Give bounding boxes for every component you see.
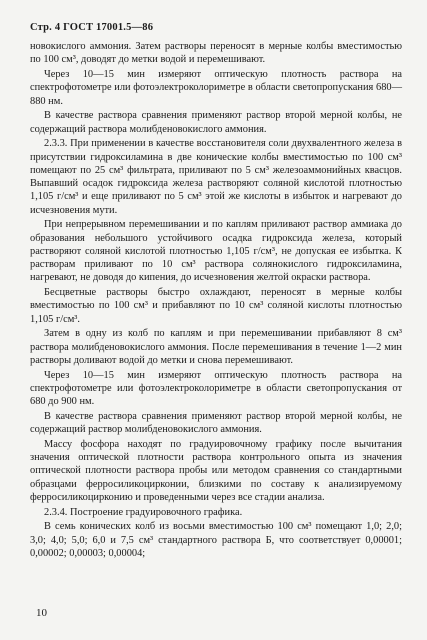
paragraph-molybdate-addition: Затем в одну из колб по каплям и при перемешивании прибавляют 8 см³ раствора молибденовокислого аммония. После перемешивания в течение 1—2 мин растворы доливают водой до метки и снова перемешивают.: [30, 328, 402, 366]
paragraph-phosphorus-mass: Массу фосфора находят по градуировочному графику после вычитания значения оптической плотности раствора контрольного опыта из значения оптической плотности раствора пробы или методом сравнения со стандартными образцами ферросиликоцирконии, близкими по составу к анализируемому ферросиликоцирконию и проведенными через все стадии анализа.: [30, 438, 402, 503]
document-body: [30, 40, 402, 562]
paragraph-section-2-3-3: 2.3.3. При применении в качестве восстановителя соли двухвалентного железа в присутствии гидроксиламина в две конические колбы вместимостью по 100 см³ помещают по 25 см³ фильтрата, приливают по 5 см³ железоаммонийных квасцов. Выпавший осадок гидроксида железа растворяют соляной кислотой плотностью 1,105 г/см³ и еще приливают по 5 см³ этой же кислоты в избыток и нагревают до исчезновения мути.: [30, 138, 402, 216]
page-header: Стр. 4 ГОСТ 17001.5—86: [30, 22, 154, 33]
paragraph-ammonia-addition: При непрерывном перемешивании и по каплям приливают раствор аммиака до образования небольшого устойчивого осадка гидроксида железа, который растворяют соляной кислотой плотностью 1,105 г/см³, не допуская ее избытка. К растворам приливают по 10 см³ раствора солянокислого гидроксиламина, нагревают, не доводя до кипения, до исчезновения желтой окраски раствора.: [30, 219, 402, 284]
paragraph-reference-solution-2: В качестве раствора сравнения применяют раствор второй мерной колбы, не содержащий раствор молибденовокислого аммония.: [30, 410, 402, 435]
paragraph-section-2-3-4: 2.3.4. Построение градуировочного графика.: [44, 506, 243, 518]
paragraph-measurement: Через 10—15 мин измеряют оптическую плотность раствора на спектрофотометре или фотоэлектроколориметре в области светопропускания 680—880 нм.: [30, 69, 402, 107]
page-number: 10: [36, 607, 47, 619]
paragraph-continuation: новокислого аммония. Затем растворы переносят в мерные колбы вместимостью по 100 см³, доводят до метки водой и перемешивают.: [30, 41, 402, 66]
paragraph-colorless-solutions: Бесцветные растворы быстро охлаждают, переносят в мерные колбы вместимостью по 100 см³ и прибавляют по 10 см³ соляной кислоты плотностью 1,105 г/см³.: [30, 287, 402, 325]
paragraph-calibration-flasks: В семь конических колб из восьми вместимостью 100 см³ помещают 1,0; 2,0; 3,0; 4,0; 5,0; 6,0 и 7,5 см³ стандартного раствора Б, что соответствует 0,00001; 0,00002; 0,00003; 0,00004;: [30, 521, 402, 559]
paragraph-measurement-2: Через 10—15 мин измеряют оптическую плотность раствора на спектрофотометре или фотоэлектроколориметре в области светопропускания от 680 до 900 нм.: [30, 369, 402, 407]
paragraph-reference-solution: В качестве раствора сравнения применяют раствор второй мерной колбы, не содержащий раствора молибденовокислого аммония.: [30, 110, 402, 135]
